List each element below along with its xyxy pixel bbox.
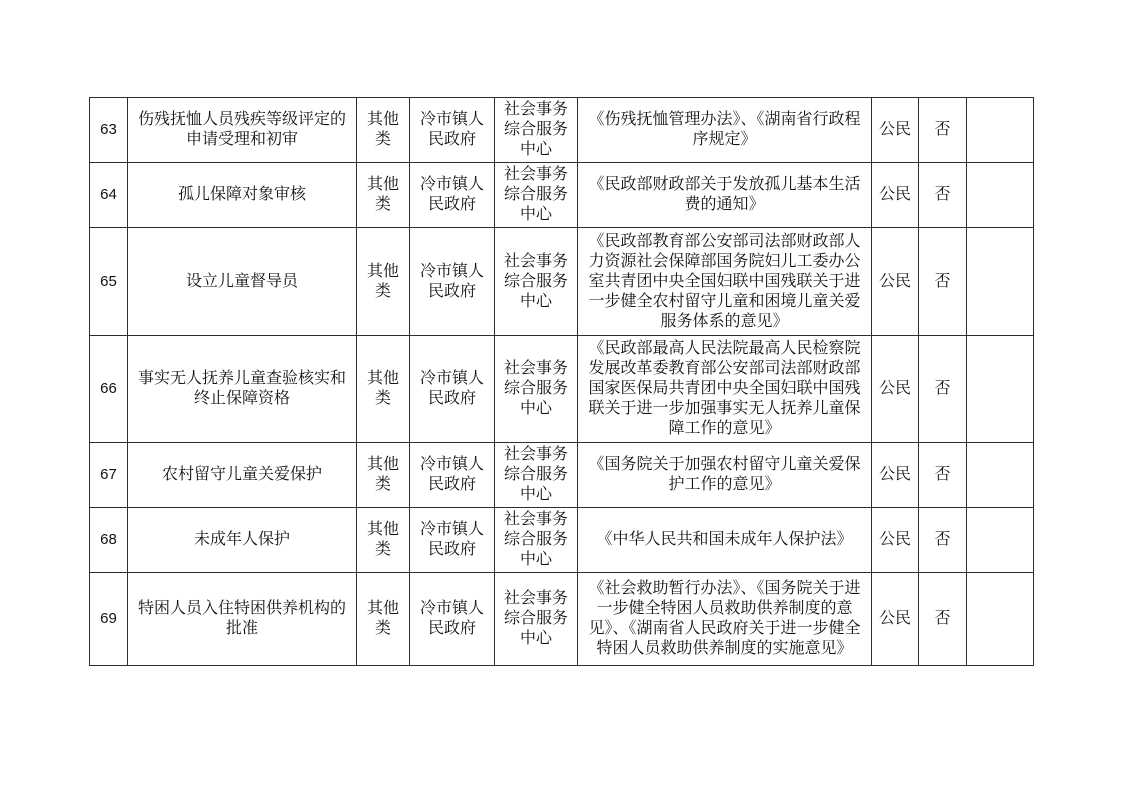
- cell-authority: 冷市镇人民政府: [410, 228, 495, 336]
- cell-remark: [967, 163, 1034, 228]
- cell-category: 其他类: [357, 163, 410, 228]
- cell-target: 公民: [872, 443, 919, 508]
- cell-seq: 67: [90, 443, 128, 508]
- table-row: [90, 443, 1034, 508]
- cell-item-name: 未成年人保护: [128, 508, 357, 573]
- table-row: [90, 573, 1034, 666]
- cell-authority: 冷市镇人民政府: [410, 163, 495, 228]
- cell-item-name: 事实无人抚养儿童查验核实和终止保障资格: [128, 336, 357, 443]
- cell-target: 公民: [872, 228, 919, 336]
- cell-category: 其他类: [357, 336, 410, 443]
- cell-remark: [967, 443, 1034, 508]
- cell-flag: 否: [919, 508, 967, 573]
- cell-remark: [967, 228, 1034, 336]
- table-row: [90, 98, 1034, 163]
- cell-remark: [967, 508, 1034, 573]
- cell-category: 其他类: [357, 443, 410, 508]
- cell-seq: 69: [90, 573, 128, 666]
- cell-flag: 否: [919, 98, 967, 163]
- cell-department: 社会事务综合服务中心: [495, 228, 578, 336]
- cell-seq: 64: [90, 163, 128, 228]
- cell-department: 社会事务综合服务中心: [495, 163, 578, 228]
- table-row: [90, 508, 1034, 573]
- cell-department: 社会事务综合服务中心: [495, 573, 578, 666]
- cell-authority: 冷市镇人民政府: [410, 508, 495, 573]
- cell-seq: 66: [90, 336, 128, 443]
- cell-flag: 否: [919, 336, 967, 443]
- cell-category: 其他类: [357, 508, 410, 573]
- cell-seq: 63: [90, 98, 128, 163]
- cell-flag: 否: [919, 573, 967, 666]
- cell-flag: 否: [919, 163, 967, 228]
- table-row: [90, 336, 1034, 443]
- cell-legal-basis: 《国务院关于加强农村留守儿童关爱保护工作的意见》: [578, 443, 872, 508]
- cell-target: 公民: [872, 508, 919, 573]
- table-row: [90, 228, 1034, 336]
- cell-department: 社会事务综合服务中心: [495, 508, 578, 573]
- cell-authority: 冷市镇人民政府: [410, 336, 495, 443]
- cell-legal-basis: 《民政部最高人民法院最高人民检察院发展改革委教育部公安部司法部财政部国家医保局共青团中央全国妇联中国残联关于进一步加强事实无人抚养儿童保障工作的意见》: [578, 336, 872, 443]
- cell-item-name: 伤残抚恤人员残疾等级评定的申请受理和初审: [128, 98, 357, 163]
- table-row: [90, 163, 1034, 228]
- services-table: [89, 97, 1034, 666]
- cell-authority: 冷市镇人民政府: [410, 573, 495, 666]
- cell-item-name: 特困人员入住特困供养机构的批准: [128, 573, 357, 666]
- cell-category: 其他类: [357, 98, 410, 163]
- cell-legal-basis: 《中华人民共和国未成年人保护法》: [578, 508, 872, 573]
- cell-flag: 否: [919, 443, 967, 508]
- cell-authority: 冷市镇人民政府: [410, 443, 495, 508]
- cell-category: 其他类: [357, 573, 410, 666]
- cell-flag: 否: [919, 228, 967, 336]
- cell-target: 公民: [872, 573, 919, 666]
- cell-target: 公民: [872, 163, 919, 228]
- cell-department: 社会事务综合服务中心: [495, 336, 578, 443]
- cell-legal-basis: 《伤残抚恤管理办法》、《湖南省行政程序规定》: [578, 98, 872, 163]
- cell-item-name: 设立儿童督导员: [128, 228, 357, 336]
- cell-remark: [967, 336, 1034, 443]
- cell-target: 公民: [872, 98, 919, 163]
- cell-category: 其他类: [357, 228, 410, 336]
- cell-item-name: 农村留守儿童关爱保护: [128, 443, 357, 508]
- cell-legal-basis: 《民政部财政部关于发放孤儿基本生活费的通知》: [578, 163, 872, 228]
- cell-remark: [967, 98, 1034, 163]
- cell-seq: 65: [90, 228, 128, 336]
- cell-legal-basis: 《民政部教育部公安部司法部财政部人力资源社会保障部国务院妇儿工委办公室共青团中央全国妇联中国残联关于进一步健全农村留守儿童和困境儿童关爱服务体系的意见》: [578, 228, 872, 336]
- cell-authority: 冷市镇人民政府: [410, 98, 495, 163]
- cell-remark: [967, 573, 1034, 666]
- cell-legal-basis: 《社会救助暂行办法》、《国务院关于进一步健全特困人员救助供养制度的意见》、《湖南省人民政府关于进一步健全特困人员救助供养制度的实施意见》: [578, 573, 872, 666]
- cell-target: 公民: [872, 336, 919, 443]
- cell-seq: 68: [90, 508, 128, 573]
- cell-department: 社会事务综合服务中心: [495, 98, 578, 163]
- cell-item-name: 孤儿保障对象审核: [128, 163, 357, 228]
- cell-department: 社会事务综合服务中心: [495, 443, 578, 508]
